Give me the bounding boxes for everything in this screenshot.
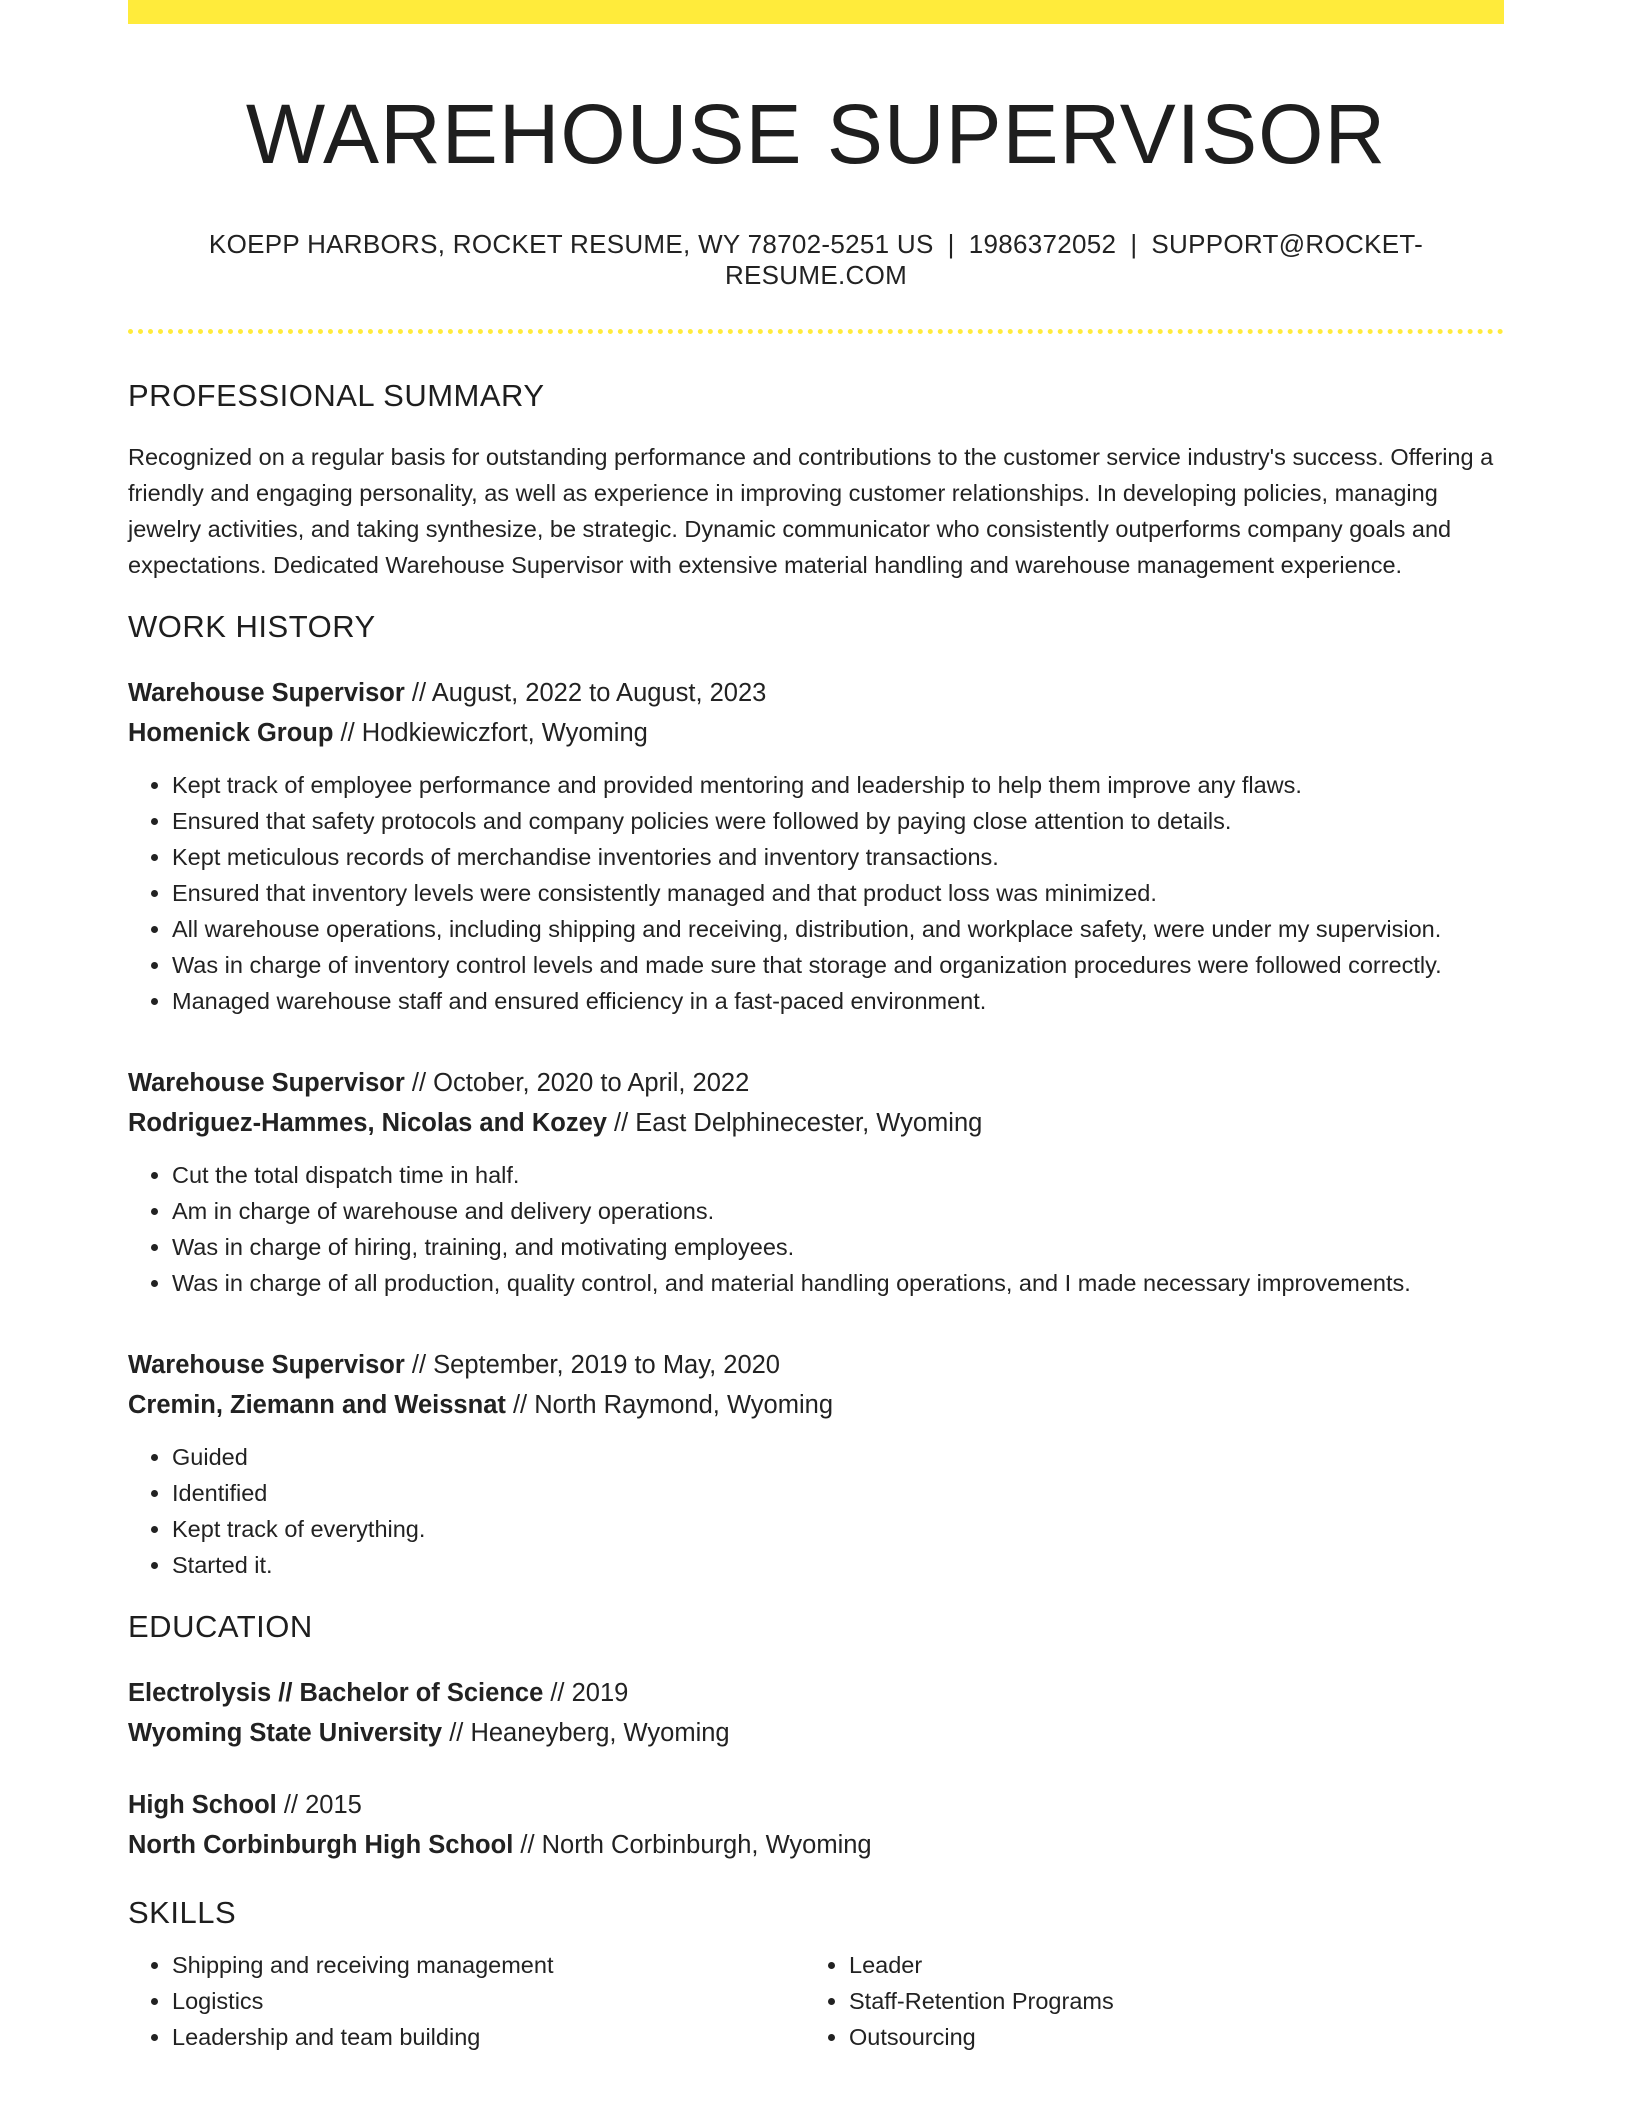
education-heading: EDUCATION [128,1608,313,1644]
job-title: Warehouse Supervisor [128,1068,405,1097]
education-entry [128,1673,1504,1753]
contact-separator: | [947,228,955,259]
job-bullet: • Cut the total dispatch time in half. [172,1157,1504,1193]
job-dates: // August, 2022 to August, 2023 [404,678,767,707]
contact-address: KOEPP HARBORS, ROCKET RESUME, WY 78702-5251 US [208,228,934,259]
job-bullet: • All warehouse operations, including shipping and receiving, distribution, and workplace safety, were under my supervision. [172,911,1504,947]
skills-column-right [805,1947,1482,2055]
job-bullets [128,1439,1504,1583]
summary-heading: PROFESSIONAL SUMMARY [128,377,545,413]
skill-item: • Logistics [172,1983,805,2019]
job-bullet: • Managed warehouse staff and ensured efficiency in a fast-paced environment. [172,983,1504,1019]
job-location: // East Delphinecester, Wyoming [606,1108,983,1137]
job-bullet: • Guided [172,1439,1504,1475]
job-location: // North Raymond, Wyoming [505,1390,834,1419]
education-school: North Corbinburgh High School [128,1830,514,1859]
job-dates: // September, 2019 to May, 2020 [404,1350,780,1379]
education-school-line [128,1713,1504,1753]
education-degree: High School [128,1790,277,1819]
contact-separator: | [1130,228,1138,259]
job-bullet: • Identified [172,1475,1504,1511]
job-entry [128,673,1504,1019]
job-company-line [128,1385,1504,1425]
job-bullet: • Ensured that safety protocols and company policies were followed by paying close attention to details. [172,803,1504,839]
job-title-line [128,673,1504,713]
job-title: Warehouse Supervisor [128,678,405,707]
job-entry [128,1345,1504,1583]
job-bullets [128,1157,1504,1301]
job-title-line [128,1063,1504,1103]
job-location: // Hodkiewiczfort, Wyoming [333,718,648,747]
job-bullet: • Was in charge of all production, quality control, and material handling operations, and I made necessary improvements. [172,1265,1504,1301]
education-degree: Electrolysis // Bachelor of Science [128,1678,544,1707]
skills-heading: SKILLS [128,1894,237,1930]
resume-page [128,0,1504,2055]
resume-title: WAREHOUSE SUPERVISOR [245,87,1387,181]
contact-line [128,229,1504,291]
job-bullet: • Kept track of employee performance and provided mentoring and leadership to help them improve any flaws. [172,767,1504,803]
job-bullet: • Kept track of everything. [172,1511,1504,1547]
job-title-line [128,1345,1504,1385]
contact-email: SUPPORT@ROCKET-RESUME.COM [724,228,1424,290]
education-school: Wyoming State University [128,1718,443,1747]
education-degree-line [128,1673,1504,1713]
skill-item: • Shipping and receiving management [172,1947,805,1983]
education-degree-line [128,1785,1504,1825]
job-bullet: • Was in charge of inventory control levels and made sure that storage and organization procedures were followed correctly. [172,947,1504,983]
job-bullet: • Kept meticulous records of merchandise inventories and inventory transactions. [172,839,1504,875]
education-location: // Heaneyberg, Wyoming [442,1718,730,1747]
education-year: // 2015 [276,1790,362,1819]
skills-list [128,1947,1504,2055]
job-company: Cremin, Ziemann and Weissnat [128,1390,506,1419]
dotted-divider [128,329,1504,334]
education-entry [128,1785,1504,1865]
job-company-line [128,713,1504,753]
job-bullet: • Am in charge of warehouse and delivery operations. [172,1193,1504,1229]
skill-item: • Outsourcing [849,2019,1482,2055]
job-bullet: • Started it. [172,1547,1504,1583]
job-entry [128,1063,1504,1301]
job-bullets [128,767,1504,1019]
education-location: // North Corbinburgh, Wyoming [513,1830,872,1859]
skill-item: • Leader [849,1947,1482,1983]
accent-top-bar [128,0,1504,24]
job-company: Rodriguez-Hammes, Nicolas and Kozey [128,1108,607,1137]
skill-item: • Staff-Retention Programs [849,1983,1482,2019]
contact-phone: 1986372052 [968,228,1117,259]
education-year: // 2019 [543,1678,629,1707]
job-dates: // October, 2020 to April, 2022 [404,1068,750,1097]
job-title: Warehouse Supervisor [128,1350,405,1379]
job-company: Homenick Group [128,718,334,747]
work-history-heading: WORK HISTORY [128,608,376,644]
skill-item: • Leadership and team building [172,2019,805,2055]
education-school-line [128,1825,1504,1865]
job-company-line [128,1103,1504,1143]
job-bullet: • Was in charge of hiring, training, and motivating employees. [172,1229,1504,1265]
skills-column-left [128,1947,805,2055]
job-bullet: • Ensured that inventory levels were consistently managed and that product loss was minimized. [172,875,1504,911]
summary-text: Recognized on a regular basis for outstanding performance and contributions to the customer service industry's success. Offering a friendly and engaging personality, as well as experience in improving customer relationships. In developing policies, managing jewelry activities, and taking synthesize, be strategic. Dynamic communicator who consistently outperforms company goals and expectations. Dedicated Warehouse Supervisor with extensive material handling and warehouse management experience. [128,443,1494,578]
